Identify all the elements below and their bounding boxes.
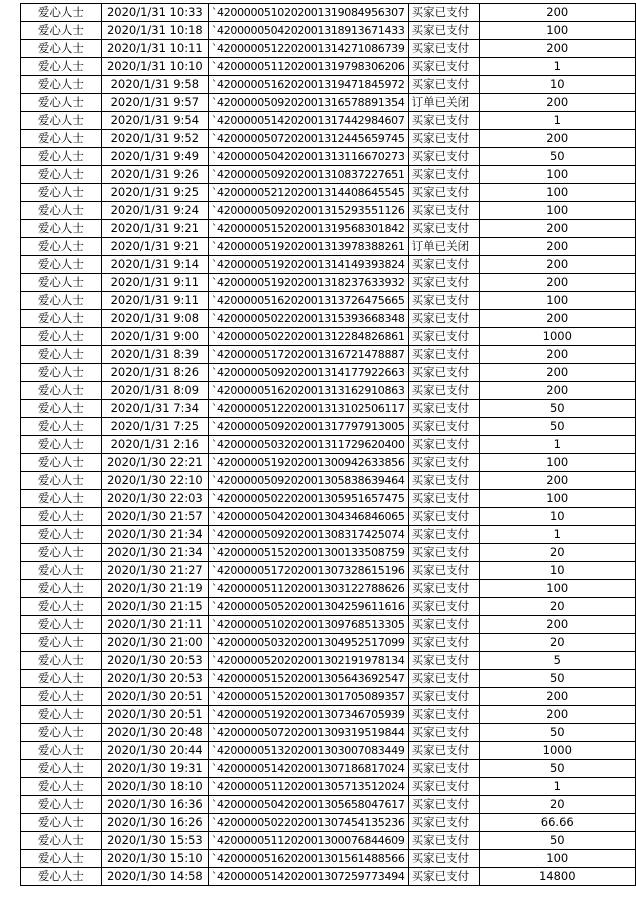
order-number-cell: `4200000519202001307346705939 [208, 706, 408, 724]
datetime-cell: 2020/1/30 21:00 [101, 634, 208, 652]
datetime-cell: 2020/1/30 15:53 [101, 832, 208, 850]
order-number-cell: `4200000514202001307259773494 [208, 868, 408, 886]
payment-status-cell: 买家已支付 [408, 166, 479, 184]
table-row [21, 112, 636, 130]
table-row [21, 382, 636, 400]
amount-cell: 10 [479, 76, 635, 94]
amount-cell: 200 [479, 364, 635, 382]
payment-status-cell: 买家已支付 [408, 328, 479, 346]
order-number-cell: `4200000502202001305951657475 [208, 490, 408, 508]
datetime-cell: 2020/1/31 9:25 [101, 184, 208, 202]
payment-status-cell: 买家已支付 [408, 490, 479, 508]
payment-status-cell: 买家已支付 [408, 184, 479, 202]
amount-cell: 100 [479, 850, 635, 868]
donor-name-cell: 爱心人士 [21, 706, 102, 724]
amount-cell: 50 [479, 670, 635, 688]
payment-status-cell: 买家已支付 [408, 706, 479, 724]
payment-status-cell: 买家已支付 [408, 778, 479, 796]
amount-cell: 200 [479, 238, 635, 256]
datetime-cell: 2020/1/31 9:00 [101, 328, 208, 346]
payment-status-cell: 买家已支付 [408, 310, 479, 328]
amount-cell: 200 [479, 40, 635, 58]
amount-cell: 200 [479, 274, 635, 292]
donor-name-cell: 爱心人士 [21, 490, 102, 508]
amount-cell: 66.66 [479, 814, 635, 832]
donor-name-cell: 爱心人士 [21, 184, 102, 202]
payment-status-cell: 买家已支付 [408, 382, 479, 400]
datetime-cell: 2020/1/31 9:58 [101, 76, 208, 94]
payment-status-cell: 买家已支付 [408, 400, 479, 418]
table-row [21, 652, 636, 670]
datetime-cell: 2020/1/31 9:08 [101, 310, 208, 328]
datetime-cell: 2020/1/31 8:09 [101, 382, 208, 400]
amount-cell: 50 [479, 400, 635, 418]
amount-cell: 20 [479, 796, 635, 814]
payment-status-cell: 买家已支付 [408, 616, 479, 634]
datetime-cell: 2020/1/31 9:49 [101, 148, 208, 166]
datetime-cell: 2020/1/30 21:11 [101, 616, 208, 634]
table-row [21, 400, 636, 418]
order-number-cell: `4200000516202001301561488566 [208, 850, 408, 868]
payment-status-cell: 买家已支付 [408, 832, 479, 850]
table-row [21, 670, 636, 688]
datetime-cell: 2020/1/31 9:21 [101, 220, 208, 238]
payment-status-cell: 买家已支付 [408, 742, 479, 760]
amount-cell: 50 [479, 760, 635, 778]
donor-name-cell: 爱心人士 [21, 274, 102, 292]
table-row [21, 148, 636, 166]
donor-name-cell: 爱心人士 [21, 796, 102, 814]
payment-status-cell: 买家已支付 [408, 418, 479, 436]
donor-name-cell: 爱心人士 [21, 562, 102, 580]
order-number-cell: `4200000515202001300133508759 [208, 544, 408, 562]
order-number-cell: `4200000507202001309319519844 [208, 724, 408, 742]
amount-cell: 50 [479, 418, 635, 436]
datetime-cell: 2020/1/30 21:34 [101, 544, 208, 562]
table-row [21, 130, 636, 148]
donor-name-cell: 爱心人士 [21, 778, 102, 796]
datetime-cell: 2020/1/30 21:15 [101, 598, 208, 616]
payment-status-cell: 买家已支付 [408, 220, 479, 238]
payment-status-cell: 买家已支付 [408, 562, 479, 580]
table-row [21, 40, 636, 58]
table-row [21, 616, 636, 634]
amount-cell: 100 [479, 166, 635, 184]
table-row [21, 76, 636, 94]
order-number-cell: `4200000502202001315393668348 [208, 310, 408, 328]
amount-cell: 200 [479, 688, 635, 706]
datetime-cell: 2020/1/31 9:57 [101, 94, 208, 112]
payment-status-cell: 买家已支付 [408, 130, 479, 148]
donor-name-cell: 爱心人士 [21, 724, 102, 742]
donor-name-cell: 爱心人士 [21, 40, 102, 58]
donor-name-cell: 爱心人士 [21, 112, 102, 130]
payment-status-cell: 买家已支付 [408, 634, 479, 652]
table-row [21, 58, 636, 76]
datetime-cell: 2020/1/31 10:18 [101, 22, 208, 40]
donor-name-cell: 爱心人士 [21, 22, 102, 40]
order-number-cell: `4200000507202001312445659745 [208, 130, 408, 148]
table-row [21, 832, 636, 850]
table-row [21, 436, 636, 454]
datetime-cell: 2020/1/31 9:11 [101, 292, 208, 310]
table-row [21, 742, 636, 760]
table-row [21, 868, 636, 886]
table-row [21, 310, 636, 328]
payment-status-cell: 买家已支付 [408, 364, 479, 382]
payment-status-cell: 买家已支付 [408, 58, 479, 76]
datetime-cell: 2020/1/31 10:10 [101, 58, 208, 76]
order-number-cell: `4200000509202001314177922663 [208, 364, 408, 382]
order-number-cell: `4200000519202001300942633856 [208, 454, 408, 472]
datetime-cell: 2020/1/30 20:48 [101, 724, 208, 742]
datetime-cell: 2020/1/30 20:53 [101, 652, 208, 670]
datetime-cell: 2020/1/31 9:14 [101, 256, 208, 274]
donor-name-cell: 爱心人士 [21, 346, 102, 364]
amount-cell: 1 [479, 58, 635, 76]
amount-cell: 100 [479, 184, 635, 202]
table-row [21, 274, 636, 292]
donor-name-cell: 爱心人士 [21, 166, 102, 184]
amount-cell: 200 [479, 130, 635, 148]
payment-status-cell: 买家已支付 [408, 724, 479, 742]
amount-cell: 5 [479, 652, 635, 670]
amount-cell: 20 [479, 598, 635, 616]
amount-cell: 100 [479, 22, 635, 40]
table-row [21, 166, 636, 184]
payment-status-cell: 买家已支付 [408, 202, 479, 220]
donor-name-cell: 爱心人士 [21, 742, 102, 760]
donor-name-cell: 爱心人士 [21, 814, 102, 832]
amount-cell: 20 [479, 634, 635, 652]
payment-status-cell: 买家已支付 [408, 148, 479, 166]
datetime-cell: 2020/1/30 21:27 [101, 562, 208, 580]
table-row [21, 4, 636, 22]
amount-cell: 1000 [479, 328, 635, 346]
datetime-cell: 2020/1/30 14:58 [101, 868, 208, 886]
amount-cell: 50 [479, 724, 635, 742]
order-number-cell: `4200000516202001313162910863 [208, 382, 408, 400]
payment-status-cell: 买家已支付 [408, 346, 479, 364]
payment-status-cell: 买家已支付 [408, 454, 479, 472]
donor-name-cell: 爱心人士 [21, 400, 102, 418]
order-number-cell: `4200000515202001301705089357 [208, 688, 408, 706]
order-number-cell: `4200000502202001312284826861 [208, 328, 408, 346]
order-number-cell: `4200000519202001314149393824 [208, 256, 408, 274]
datetime-cell: 2020/1/31 10:11 [101, 40, 208, 58]
order-number-cell: `4200000519202001313978388261 [208, 238, 408, 256]
order-number-cell: `4200000515202001319568301842 [208, 220, 408, 238]
order-number-cell: `4200000517202001316721478887 [208, 346, 408, 364]
donor-name-cell: 爱心人士 [21, 670, 102, 688]
donor-name-cell: 爱心人士 [21, 292, 102, 310]
order-number-cell: `4200000502202001307454135236 [208, 814, 408, 832]
table-row [21, 544, 636, 562]
donor-name-cell: 爱心人士 [21, 850, 102, 868]
table-row [21, 256, 636, 274]
amount-cell: 200 [479, 256, 635, 274]
table-row [21, 490, 636, 508]
datetime-cell: 2020/1/30 21:34 [101, 526, 208, 544]
order-number-cell: `4200000504202001318913671433 [208, 22, 408, 40]
donor-name-cell: 爱心人士 [21, 436, 102, 454]
table-row [21, 580, 636, 598]
amount-cell: 14800 [479, 868, 635, 886]
payment-status-cell: 买家已支付 [408, 40, 479, 58]
order-number-cell: `4200000505202001304259611616 [208, 598, 408, 616]
order-number-cell: `4200000504202001313116670273 [208, 148, 408, 166]
amount-cell: 200 [479, 382, 635, 400]
amount-cell: 200 [479, 706, 635, 724]
table-row [21, 796, 636, 814]
order-number-cell: `4200000510202001309768513305 [208, 616, 408, 634]
amount-cell: 1 [479, 526, 635, 544]
amount-cell: 100 [479, 580, 635, 598]
payment-status-cell: 买家已支付 [408, 598, 479, 616]
table-body [21, 4, 636, 886]
payment-status-cell: 买家已支付 [408, 22, 479, 40]
table-row [21, 598, 636, 616]
datetime-cell: 2020/1/30 16:36 [101, 796, 208, 814]
order-number-cell: `4200000520202001302191978134 [208, 652, 408, 670]
datetime-cell: 2020/1/30 21:19 [101, 580, 208, 598]
order-number-cell: `4200000504202001304346846065 [208, 508, 408, 526]
amount-cell: 200 [479, 472, 635, 490]
payment-status-cell: 买家已支付 [408, 796, 479, 814]
order-number-cell: `4200000512202001314271086739 [208, 40, 408, 58]
table-row [21, 634, 636, 652]
payment-status-cell: 买家已支付 [408, 526, 479, 544]
table-row [21, 706, 636, 724]
payment-status-cell: 买家已支付 [408, 670, 479, 688]
datetime-cell: 2020/1/30 20:51 [101, 706, 208, 724]
donor-name-cell: 爱心人士 [21, 454, 102, 472]
payment-status-cell: 买家已支付 [408, 76, 479, 94]
datetime-cell: 2020/1/30 22:03 [101, 490, 208, 508]
datetime-cell: 2020/1/30 20:53 [101, 670, 208, 688]
amount-cell: 200 [479, 346, 635, 364]
payment-status-cell: 买家已支付 [408, 652, 479, 670]
order-number-cell: `4200000515202001305643692547 [208, 670, 408, 688]
donor-name-cell: 爱心人士 [21, 382, 102, 400]
table-row [21, 202, 636, 220]
datetime-cell: 2020/1/31 9:21 [101, 238, 208, 256]
datetime-cell: 2020/1/30 20:51 [101, 688, 208, 706]
table-row [21, 562, 636, 580]
order-number-cell: `4200000519202001318237633932 [208, 274, 408, 292]
amount-cell: 1 [479, 778, 635, 796]
donor-name-cell: 爱心人士 [21, 130, 102, 148]
donor-name-cell: 爱心人士 [21, 616, 102, 634]
table-row [21, 760, 636, 778]
order-number-cell: `4200000517202001307328615196 [208, 562, 408, 580]
table-row [21, 724, 636, 742]
donor-name-cell: 爱心人士 [21, 652, 102, 670]
datetime-cell: 2020/1/30 15:10 [101, 850, 208, 868]
order-number-cell: `4200000511202001305713512024 [208, 778, 408, 796]
payment-status-cell: 买家已支付 [408, 688, 479, 706]
order-number-cell: `4200000510202001319084956307 [208, 4, 408, 22]
order-number-cell: `4200000514202001307186817024 [208, 760, 408, 778]
order-number-cell: `4200000503202001311729620400 [208, 436, 408, 454]
order-number-cell: `4200000511202001303122788626 [208, 580, 408, 598]
amount-cell: 200 [479, 4, 635, 22]
table-row [21, 220, 636, 238]
donor-name-cell: 爱心人士 [21, 238, 102, 256]
order-number-cell: `4200000504202001305658047617 [208, 796, 408, 814]
donor-name-cell: 爱心人士 [21, 760, 102, 778]
order-number-cell: `4200000503202001304952517099 [208, 634, 408, 652]
datetime-cell: 2020/1/30 19:31 [101, 760, 208, 778]
order-number-cell: `4200000514202001317442984607 [208, 112, 408, 130]
datetime-cell: 2020/1/31 9:52 [101, 130, 208, 148]
amount-cell: 200 [479, 616, 635, 634]
datetime-cell: 2020/1/31 8:39 [101, 346, 208, 364]
table-row [21, 418, 636, 436]
payment-status-cell: 买家已支付 [408, 580, 479, 598]
donor-name-cell: 爱心人士 [21, 94, 102, 112]
order-number-cell: `4200000512202001313102506117 [208, 400, 408, 418]
payment-status-cell: 买家已支付 [408, 508, 479, 526]
datetime-cell: 2020/1/30 20:44 [101, 742, 208, 760]
amount-cell: 1000 [479, 742, 635, 760]
donor-name-cell: 爱心人士 [21, 868, 102, 886]
amount-cell: 100 [479, 490, 635, 508]
amount-cell: 1 [479, 112, 635, 130]
payment-status-cell: 买家已支付 [408, 850, 479, 868]
table-row [21, 508, 636, 526]
donor-name-cell: 爱心人士 [21, 598, 102, 616]
datetime-cell: 2020/1/30 18:10 [101, 778, 208, 796]
datetime-cell: 2020/1/30 16:26 [101, 814, 208, 832]
order-number-cell: `4200000511202001300076844609 [208, 832, 408, 850]
payment-status-cell: 买家已支付 [408, 544, 479, 562]
table-row [21, 238, 636, 256]
datetime-cell: 2020/1/31 10:33 [101, 4, 208, 22]
order-number-cell: `4200000516202001313726475665 [208, 292, 408, 310]
datetime-cell: 2020/1/30 22:21 [101, 454, 208, 472]
donor-name-cell: 爱心人士 [21, 688, 102, 706]
donor-name-cell: 爱心人士 [21, 472, 102, 490]
donor-name-cell: 爱心人士 [21, 544, 102, 562]
table-row [21, 364, 636, 382]
donor-name-cell: 爱心人士 [21, 526, 102, 544]
amount-cell: 100 [479, 454, 635, 472]
amount-cell: 100 [479, 292, 635, 310]
order-number-cell: `4200000509202001317797913005 [208, 418, 408, 436]
donor-name-cell: 爱心人士 [21, 580, 102, 598]
table-row [21, 292, 636, 310]
order-number-cell: `4200000509202001316578891354 [208, 94, 408, 112]
donor-name-cell: 爱心人士 [21, 4, 102, 22]
table-row [21, 778, 636, 796]
datetime-cell: 2020/1/30 21:57 [101, 508, 208, 526]
order-number-cell: `4200000509202001310837227651 [208, 166, 408, 184]
payment-status-cell: 买家已支付 [408, 436, 479, 454]
datetime-cell: 2020/1/31 7:34 [101, 400, 208, 418]
donor-name-cell: 爱心人士 [21, 148, 102, 166]
payment-status-cell: 买家已支付 [408, 4, 479, 22]
payment-status-cell: 买家已支付 [408, 112, 479, 130]
donor-name-cell: 爱心人士 [21, 220, 102, 238]
datetime-cell: 2020/1/31 9:26 [101, 166, 208, 184]
order-number-cell: `4200000509202001305838639464 [208, 472, 408, 490]
donor-name-cell: 爱心人士 [21, 76, 102, 94]
datetime-cell: 2020/1/31 8:26 [101, 364, 208, 382]
order-number-cell: `4200000516202001319471845972 [208, 76, 408, 94]
order-number-cell: `4200000511202001319798306206 [208, 58, 408, 76]
amount-cell: 200 [479, 94, 635, 112]
donor-name-cell: 爱心人士 [21, 310, 102, 328]
amount-cell: 100 [479, 202, 635, 220]
donor-name-cell: 爱心人士 [21, 328, 102, 346]
table-row [21, 328, 636, 346]
payment-status-cell: 订单已关闭 [408, 94, 479, 112]
donor-name-cell: 爱心人士 [21, 58, 102, 76]
amount-cell: 50 [479, 832, 635, 850]
payment-status-cell: 买家已支付 [408, 256, 479, 274]
payment-status-cell: 买家已支付 [408, 292, 479, 310]
datetime-cell: 2020/1/31 9:24 [101, 202, 208, 220]
donation-records-table [20, 3, 636, 886]
table-row [21, 472, 636, 490]
table-row [21, 94, 636, 112]
payment-status-cell: 买家已支付 [408, 814, 479, 832]
amount-cell: 10 [479, 508, 635, 526]
datetime-cell: 2020/1/30 22:10 [101, 472, 208, 490]
amount-cell: 20 [479, 544, 635, 562]
donor-name-cell: 爱心人士 [21, 256, 102, 274]
order-number-cell: `4200000521202001314408645545 [208, 184, 408, 202]
datetime-cell: 2020/1/31 2:16 [101, 436, 208, 454]
table-row [21, 526, 636, 544]
datetime-cell: 2020/1/31 9:54 [101, 112, 208, 130]
table-row [21, 454, 636, 472]
order-number-cell: `4200000509202001315293551126 [208, 202, 408, 220]
order-number-cell: `4200000509202001308317425074 [208, 526, 408, 544]
amount-cell: 50 [479, 148, 635, 166]
table-row [21, 22, 636, 40]
donor-name-cell: 爱心人士 [21, 634, 102, 652]
table-row [21, 184, 636, 202]
table-row [21, 814, 636, 832]
donor-name-cell: 爱心人士 [21, 364, 102, 382]
payment-status-cell: 买家已支付 [408, 472, 479, 490]
donor-name-cell: 爱心人士 [21, 202, 102, 220]
payment-status-cell: 订单已关闭 [408, 238, 479, 256]
table-row [21, 346, 636, 364]
amount-cell: 200 [479, 220, 635, 238]
table-row [21, 688, 636, 706]
payment-status-cell: 买家已支付 [408, 760, 479, 778]
table-row [21, 850, 636, 868]
payment-status-cell: 买家已支付 [408, 274, 479, 292]
amount-cell: 200 [479, 310, 635, 328]
order-number-cell: `4200000513202001303007083449 [208, 742, 408, 760]
payment-status-cell: 买家已支付 [408, 868, 479, 886]
amount-cell: 1 [479, 436, 635, 454]
datetime-cell: 2020/1/31 7:25 [101, 418, 208, 436]
amount-cell: 10 [479, 562, 635, 580]
donor-name-cell: 爱心人士 [21, 832, 102, 850]
donor-name-cell: 爱心人士 [21, 508, 102, 526]
datetime-cell: 2020/1/31 9:11 [101, 274, 208, 292]
donor-name-cell: 爱心人士 [21, 418, 102, 436]
